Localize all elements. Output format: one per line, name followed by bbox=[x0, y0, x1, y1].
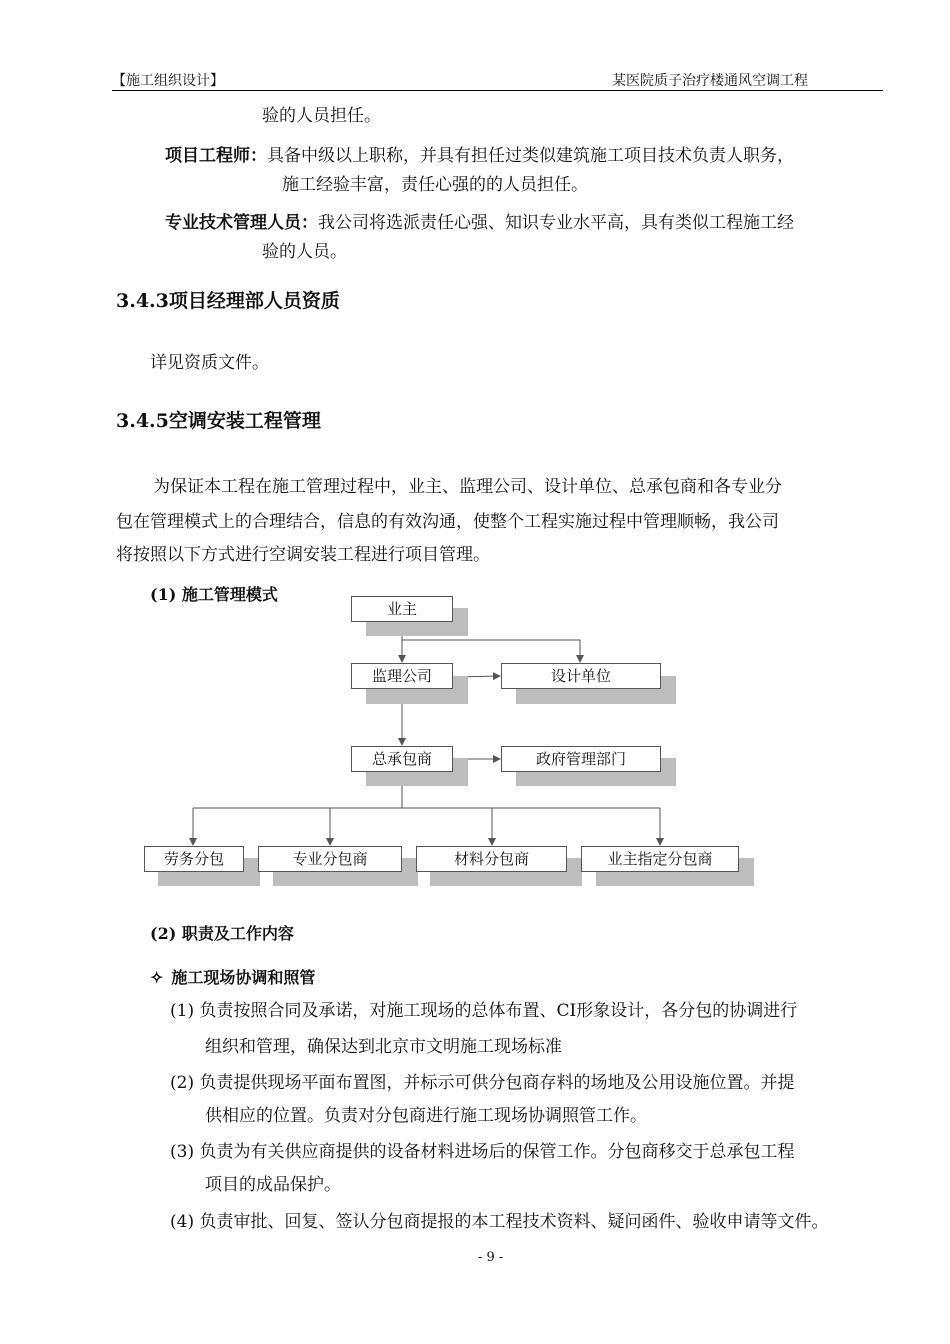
gc-label: 总承包商 bbox=[371, 750, 432, 768]
tech-text: 我公司将选派责任心强、知识专业水平高，具有类似工程施工经 bbox=[318, 213, 794, 233]
material-box bbox=[416, 846, 567, 872]
specialty-box bbox=[258, 846, 402, 872]
item-4-line1: (4) 负责审批、回复、签认分包商提报的本工程技术资料、疑问函件、验收申请等文件。 bbox=[170, 1212, 829, 1232]
engineer-label: 项目工程师： bbox=[165, 146, 267, 166]
intro-line: 验的人员担任。 bbox=[262, 106, 381, 126]
section-body-343: 详见资质文件。 bbox=[150, 353, 269, 373]
section-para-line3: 将按照以下方式进行空调安装工程进行项目管理。 bbox=[116, 545, 490, 565]
gov-box bbox=[501, 746, 661, 772]
item-3-line1: (3) 负责为有关供应商提供的设备材料进场后的保管工作。分包商移交于总承包工程 bbox=[170, 1142, 795, 1162]
diamond-bullet-icon: ✧ bbox=[150, 968, 164, 987]
engineer-line2: 施工经验丰富，责任心强的的人员担任。 bbox=[282, 175, 588, 195]
tech-line2: 验的人员。 bbox=[262, 242, 347, 262]
item-2-line2: 供相应的位置。负责对分包商进行施工现场协调照管工作。 bbox=[205, 1106, 647, 1126]
owner-designated-box bbox=[581, 846, 739, 872]
specialty-label: 专业分包商 bbox=[292, 850, 368, 868]
section-para-line1: 为保证本工程在施工管理过程中，业主、监理公司、设计单位、总承包商和各专业分 bbox=[153, 477, 782, 497]
material-label: 材料分包商 bbox=[453, 850, 529, 868]
page-number: - 9 - bbox=[478, 1250, 504, 1265]
tech-label: 专业技术管理人员： bbox=[165, 213, 318, 233]
designer-box bbox=[501, 663, 661, 689]
section-title-345: 3.4.5空调安装工程管理 bbox=[116, 410, 321, 432]
supervisor-box bbox=[351, 663, 453, 689]
item-1-line1: (1) 负责按照合同及承诺，对施工现场的总体布置、CI形象设计，各分包的协调进行 bbox=[170, 1001, 798, 1021]
duties-heading: (2) 职责及工作内容 bbox=[150, 924, 294, 943]
header-right: 某医院质子治疗楼通风空调工程 bbox=[612, 73, 808, 89]
gov-label: 政府管理部门 bbox=[535, 750, 626, 768]
line-owner-to-designer bbox=[402, 640, 580, 662]
owner-box bbox=[351, 596, 453, 622]
owner-designated-label: 业主指定分包商 bbox=[607, 850, 713, 868]
site-heading-row bbox=[150, 965, 315, 988]
site-heading: 施工现场协调和照管 bbox=[171, 968, 316, 987]
gc-box bbox=[351, 746, 453, 772]
item-2-line1: (2) 负责提供现场平面布置图，并标示可供分包商存料的场地及公用设施位置。并提 bbox=[170, 1073, 795, 1093]
item-1-line2: 组织和管理，确保达到北京市文明施工现场标准 bbox=[205, 1037, 562, 1057]
labor-label: 劳务分包 bbox=[163, 850, 224, 868]
supervisor-label: 监理公司 bbox=[371, 667, 432, 685]
engineer-text: 具备中级以上职称，并具有担任过类似建筑施工项目技术负责人职务， bbox=[267, 146, 794, 166]
mode-heading: (1) 施工管理模式 bbox=[150, 585, 278, 604]
owner-label: 业主 bbox=[386, 600, 417, 618]
labor-box bbox=[144, 846, 244, 872]
section-title-343: 3.4.3项目经理部人员资质 bbox=[116, 290, 340, 312]
section-para-line2: 包在管理模式上的合理结合，信息的有效沟通，使整个工程实施过程中管理顺畅，我公司 bbox=[116, 512, 779, 532]
designer-label: 设计单位 bbox=[550, 667, 611, 685]
header-left: 【施工组织设计】 bbox=[112, 73, 224, 89]
item-3-line2: 项目的成品保护。 bbox=[205, 1175, 341, 1195]
